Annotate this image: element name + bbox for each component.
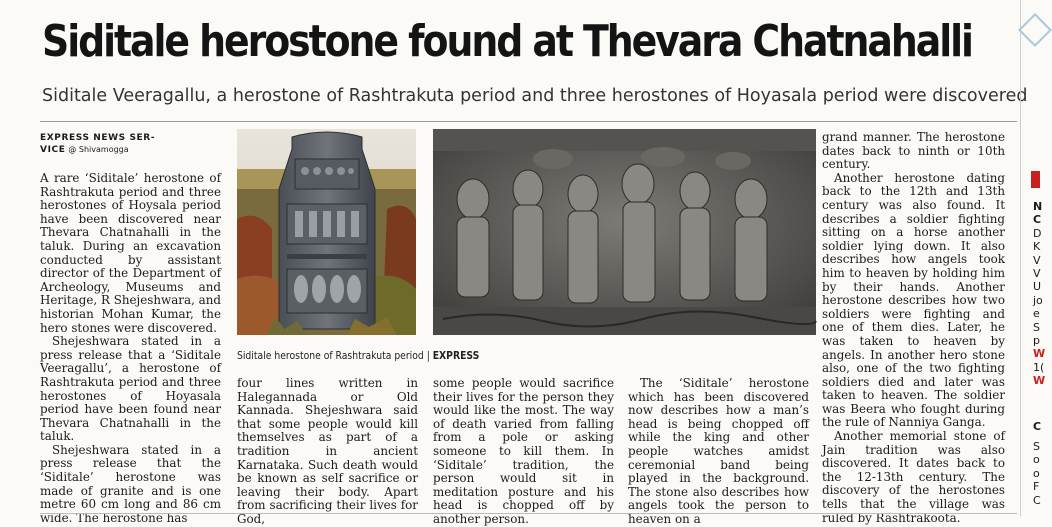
red-tag-icon [1031,171,1040,188]
body-letter: U [1033,280,1042,294]
body-letter: C [1033,493,1041,507]
bottom-divider [40,513,1017,514]
body-letter: F [1033,480,1040,493]
byline-line1: EXPRESS NEWS SER- [40,133,156,143]
heading-letter: C [1033,420,1042,433]
relief-carving-photo [433,129,816,335]
photo-caption [237,350,479,362]
body-letter: 1( [1033,360,1045,374]
body-letter: o [1033,466,1040,480]
column-divider [1020,0,1021,516]
body-letter: S [1033,439,1040,453]
column-2 [237,377,418,527]
body-letter: jo [1033,293,1043,307]
byline [40,132,180,156]
adjacent-text [1033,200,1045,387]
article-headline: Siditale herostone found at Thevara Chatnahalli [42,16,972,67]
herostone-photo [237,129,416,335]
caption-text: Siditale herostone of Rashtrakuta period | [237,350,433,362]
paragraph: Another herostone dating back to the 12th and 13th century was also found. It describes a soldier fighting sitting on a horse another soldier lying down. It also describes how angels took him to heaven by holding him by their hands. Another herostone describes how two soldiers were fighting and one of them dies. Later, he was taken to heaven by angels. In another hero stone also, one of the two fighting soldiers died and later was taken to heaven. The soldier was Beera who fought during the rule of Nanniya Ganga. [822,170,1005,430]
column-5 [822,131,1005,525]
article-deck: Siditale Veeragallu, a herostone of Rashtrakuta period and three herostones of Hoyasala period were discovered [42,86,1028,106]
paragraph: A rare ‘Siditale’ herostone of Rashtrakuta period and three herostones of Hoysala period have been discovered near Thevara Chatnahalli in the taluk. During an excavation conducted by assistant director of the Department of Archeology, Museums and Heritage, R Shejeshwara, and historian Mohan Kumar, the hero stones were discovered. [40,171,221,335]
body-letter: V [1033,266,1041,280]
paragraph: some people would sacrifice their lives for the person they would like the most. The way of death varied from falling from a pole or asking someone to kill them. In ‘Siditale’ tradition, the person would sit in meditation posture and his head is chopped off by another person. [433,376,614,526]
red-letter: W [1033,347,1046,361]
column-3 [433,377,614,527]
body-letter: e [1033,307,1040,321]
adjacent-text-lower [1033,420,1041,507]
heading-letter: C [1033,213,1042,227]
byline-line2: VICE [40,145,66,155]
body-letter: K [1033,240,1041,254]
body-letter: D [1033,226,1042,240]
paragraph: Shejeshwara stated in a press release that the ‘Siditale’ herostone was made of granite and is one metre 60 cm long and 86 cm wide. The herostone has [40,442,221,525]
paragraph: Shejeshwara stated in a press release that a ‘Siditale Veeragallu’, a herostone of Rashtrakuta period and three herostones of Hoyasala period have been found near Thevara Chatnahalli in the taluk. [40,334,221,444]
body-letter: S [1033,320,1040,334]
paragraph: four lines written in Halegannada or Old Kannada. Shejeshwara said that some people would kill themselves as part of a tradition in ancient Karnataka. Such death would be known as self sacrifice or leaving their body. Apart from sacrificing their lives for God, [237,376,418,526]
paragraph: grand manner. The herostone dates back to ninth or 10th century. [822,130,1005,172]
body-letter: V [1033,253,1041,267]
heading-letter: N [1033,200,1043,213]
column-1 [40,172,221,525]
byline-location: @ Shivamogga [68,145,129,154]
headline-divider [40,121,1017,122]
column-4 [628,377,809,527]
caption-credit: EXPRESS [432,350,480,362]
red-letter: W [1033,374,1046,388]
diamond-logo-icon [1018,13,1052,47]
paragraph: Another memorial stone of Jain tradition was also discovered. It dates back to the 12-13th century. The discovery of the herostones tells that the village was ruled by Rashtrakoota. [822,429,1005,525]
body-letter: o [1033,453,1040,466]
body-letter: p [1033,333,1040,347]
adjacent-article-cropped [1029,0,1046,516]
paragraph: The ‘Siditale’ herostone which has been discovered now describes how a man’s head is being chopped off while the king and other people watches amidst ceremonial band being played in the background. The stone also describes how angels took the person to heaven on a [628,376,809,526]
